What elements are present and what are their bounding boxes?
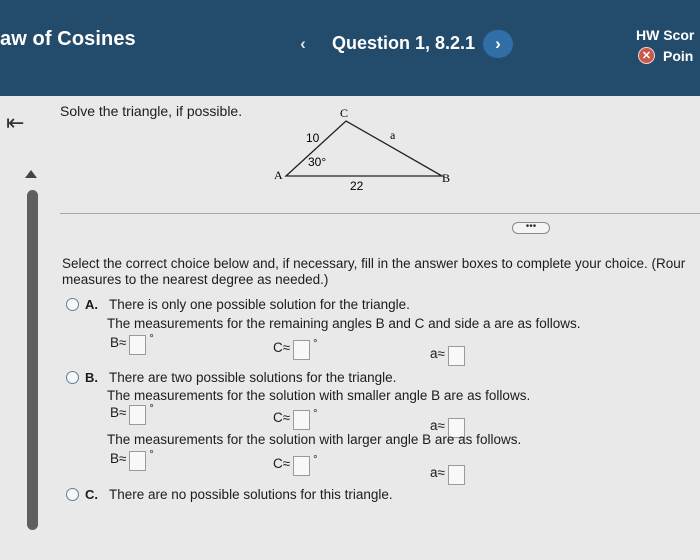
vertex-b-label: B: [442, 171, 451, 185]
side-a-input[interactable]: [448, 346, 465, 366]
triangle-figure: [270, 100, 470, 195]
chevron-right-icon: ›: [495, 34, 501, 53]
collapse-left-arrow-icon[interactable]: ⇤: [6, 110, 25, 135]
vertex-c-label: C: [340, 106, 349, 120]
choice-b-text: There are two possible solutions for the triangle.: [109, 370, 397, 385]
choice-b-subtext-smaller: The measurements for the solution with smaller angle B are as follows.: [107, 388, 531, 403]
degree-symbol: °: [149, 403, 154, 415]
choice-b-larger-angle-b: [110, 451, 154, 471]
header-bar: [0, 0, 700, 96]
angle-c-label: C≈: [273, 410, 291, 425]
side-cb-label: a: [390, 128, 396, 142]
degree-symbol: °: [313, 408, 318, 420]
angle-b-input[interactable]: [129, 335, 146, 355]
angle-b-label: B≈: [110, 451, 127, 466]
side-ac-label: 10: [306, 131, 320, 145]
more-button[interactable]: •••: [512, 222, 550, 234]
instructions-line-2: measures to the nearest degree as needed.): [62, 272, 329, 287]
side-ab-label: 22: [350, 179, 364, 193]
angle-c-label: C≈: [273, 456, 291, 471]
scrollbar-thumb[interactable]: [27, 190, 38, 530]
side-a-label: a≈: [430, 346, 445, 361]
choice-b-letter: B.: [85, 370, 98, 385]
side-a-label: a≈: [430, 418, 445, 433]
instructions: [62, 256, 700, 288]
vertex-a-label: A: [274, 168, 283, 182]
choice-b-larger-side-a: [430, 465, 465, 485]
next-question-button[interactable]: [483, 30, 513, 58]
choice-c-letter: C.: [85, 487, 98, 502]
smaller-angle-c-input[interactable]: [293, 410, 310, 430]
section-divider: [60, 213, 700, 214]
assignment-title: aw of Cosines: [0, 28, 136, 50]
choice-a[interactable]: [66, 297, 410, 312]
angle-c-label: C≈: [273, 340, 291, 355]
larger-angle-c-input[interactable]: [293, 456, 310, 476]
points-status: [638, 47, 693, 64]
choice-b-smaller-angle-c: [273, 410, 318, 430]
degree-symbol: °: [313, 454, 318, 466]
degree-symbol: °: [149, 333, 154, 345]
angle-b-label: B≈: [110, 335, 127, 350]
choice-b-subtext-larger: The measurements for the solution with larger angle B are as follows.: [107, 432, 522, 447]
choice-c[interactable]: [66, 487, 393, 502]
smaller-angle-b-input[interactable]: [129, 405, 146, 425]
larger-angle-b-input[interactable]: [129, 451, 146, 471]
choice-a-subtext: The measurements for the remaining angles B and C and side a are as follows.: [107, 316, 581, 331]
choice-c-radio[interactable]: [66, 488, 79, 501]
choice-a-side-a: [430, 346, 465, 366]
choice-b-radio[interactable]: [66, 371, 79, 384]
chevron-left-icon: ‹: [300, 34, 306, 53]
x-circle-icon: ✕: [638, 47, 655, 64]
side-a-label: a≈: [430, 465, 445, 480]
angle-a-label: 30°: [308, 155, 327, 169]
larger-side-a-input[interactable]: [448, 465, 465, 485]
degree-symbol: °: [313, 338, 318, 350]
question-label: Question 1, 8.2.1: [332, 33, 476, 53]
hw-score-label: HW Scor: [636, 27, 695, 43]
choice-b-smaller-angle-b: [110, 405, 154, 425]
problem-prompt: Solve the triangle, if possible.: [60, 103, 243, 119]
degree-symbol: °: [149, 449, 154, 461]
angle-c-input[interactable]: [293, 340, 310, 360]
choice-b-larger-angle-c: [273, 456, 318, 476]
instructions-line-1: Select the correct choice below and, if necessary, fill in the answer boxes to complete your choice. (Rour: [62, 256, 686, 271]
angle-b-label: B≈: [110, 405, 127, 420]
choice-c-text: There are no possible solutions for this triangle.: [109, 487, 393, 502]
choice-b[interactable]: [66, 370, 396, 385]
previous-question-button[interactable]: [288, 30, 318, 58]
scroll-up-arrow-icon[interactable]: [25, 170, 37, 178]
choice-a-letter: A.: [85, 297, 98, 312]
choice-a-angle-c: [273, 340, 318, 360]
choice-a-radio[interactable]: [66, 298, 79, 311]
choice-a-text: There is only one possible solution for the triangle.: [109, 297, 410, 312]
choice-a-angle-b: [110, 335, 154, 355]
points-label: Poin: [663, 47, 694, 64]
